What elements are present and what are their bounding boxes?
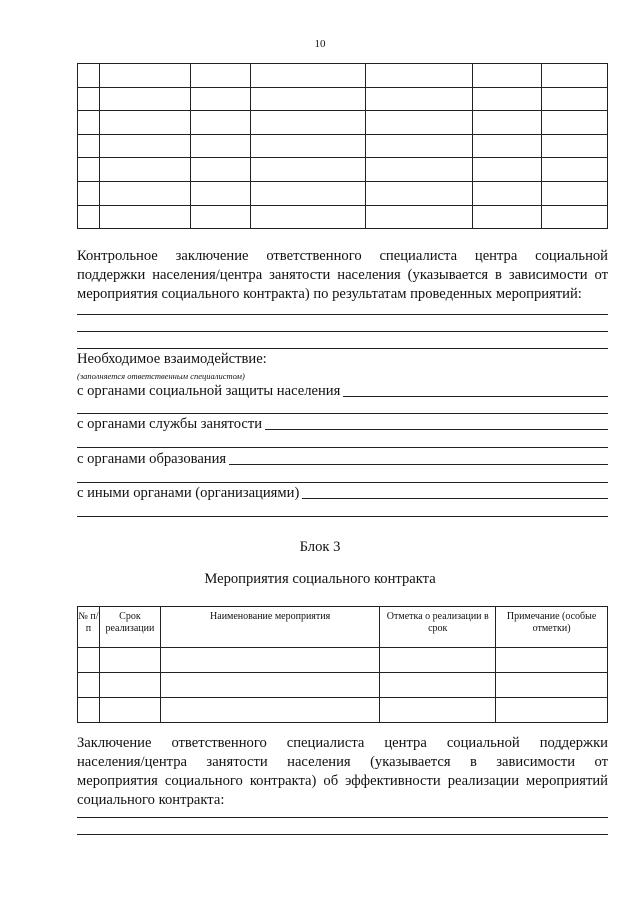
social-protection-extra-line[interactable] <box>77 413 608 414</box>
table-cell[interactable] <box>78 205 100 229</box>
employment-extra-line[interactable] <box>77 447 608 448</box>
table-cell[interactable] <box>542 64 608 88</box>
header-completion-mark: Отметка о реализации в срок <box>380 607 496 648</box>
activities-cell[interactable] <box>380 673 496 698</box>
activities-cell[interactable] <box>99 673 160 698</box>
table-cell[interactable] <box>190 87 250 111</box>
activities-row <box>78 673 608 698</box>
table-cell[interactable] <box>78 158 100 182</box>
conclusion-blank-line-3[interactable] <box>77 348 608 349</box>
table-row <box>78 134 608 158</box>
education-row <box>77 450 608 469</box>
final-blank-line-1[interactable] <box>77 817 608 818</box>
activities-table <box>77 606 608 723</box>
table-cell[interactable] <box>78 111 100 135</box>
table-cell[interactable] <box>99 134 190 158</box>
final-conclusion-line-3: мероприятия социального контракта) об эффективности реализации мероприятий <box>77 773 608 789</box>
table-cell[interactable] <box>542 181 608 205</box>
conclusion-line-3: мероприятия социального контракта) по результатам проведенных мероприятий: <box>77 286 582 302</box>
table-cell[interactable] <box>542 87 608 111</box>
activities-cell[interactable] <box>496 673 608 698</box>
table-cell[interactable] <box>366 64 473 88</box>
header-deadline: Срок реализации <box>99 607 160 648</box>
activities-cell[interactable] <box>78 698 100 723</box>
activities-cell[interactable] <box>160 698 379 723</box>
page-number: 10 <box>314 38 326 50</box>
education-extra-line[interactable] <box>77 482 608 483</box>
table-cell[interactable] <box>78 134 100 158</box>
table-cell[interactable] <box>190 134 250 158</box>
activities-row <box>78 648 608 673</box>
table-cell[interactable] <box>473 205 542 229</box>
table-cell[interactable] <box>190 205 250 229</box>
table-cell[interactable] <box>190 111 250 135</box>
social-protection-field[interactable] <box>343 396 608 397</box>
other-organs-row <box>77 484 608 503</box>
continuation-table <box>77 63 608 229</box>
control-conclusion-paragraph <box>77 247 608 304</box>
header-number: № п/п <box>78 607 100 648</box>
table-row <box>78 111 608 135</box>
table-cell[interactable] <box>473 158 542 182</box>
activities-header-row <box>78 607 608 648</box>
table-cell[interactable] <box>250 64 366 88</box>
table-cell[interactable] <box>250 111 366 135</box>
interaction-note: (заполняется ответственным специалистом) <box>77 371 245 381</box>
table-cell[interactable] <box>473 64 542 88</box>
table-cell[interactable] <box>542 134 608 158</box>
conclusion-blank-line-1[interactable] <box>77 314 608 315</box>
conclusion-line-2: поддержки населения/центра занятости населения (указывается в зависимости от <box>77 267 608 283</box>
social-protection-row <box>77 382 608 401</box>
education-field[interactable] <box>229 464 608 465</box>
table-cell[interactable] <box>78 87 100 111</box>
activities-cell[interactable] <box>160 673 379 698</box>
activities-row <box>78 698 608 723</box>
table-cell[interactable] <box>78 64 100 88</box>
table-cell[interactable] <box>366 87 473 111</box>
table-cell[interactable] <box>366 134 473 158</box>
table-cell[interactable] <box>99 111 190 135</box>
table-cell[interactable] <box>366 205 473 229</box>
final-conclusion-line-2: населения/центра занятости населения (указывается в зависимости от <box>77 754 608 770</box>
table-cell[interactable] <box>366 111 473 135</box>
table-row <box>78 181 608 205</box>
activities-cell[interactable] <box>78 648 100 673</box>
table-cell[interactable] <box>190 158 250 182</box>
table-cell[interactable] <box>250 181 366 205</box>
table-cell[interactable] <box>190 181 250 205</box>
conclusion-line-1: Контрольное заключение ответственного специалиста центра социальной <box>77 248 608 264</box>
table-cell[interactable] <box>473 181 542 205</box>
activities-cell[interactable] <box>99 698 160 723</box>
table-cell[interactable] <box>473 111 542 135</box>
employment-label: с органами службы занятости <box>77 416 263 432</box>
header-activity-name: Наименование мероприятия <box>160 607 379 648</box>
final-blank-line-2[interactable] <box>77 834 608 835</box>
activities-cell[interactable] <box>380 648 496 673</box>
table-cell[interactable] <box>542 158 608 182</box>
table-cell[interactable] <box>473 87 542 111</box>
table-cell[interactable] <box>99 64 190 88</box>
table-cell[interactable] <box>542 111 608 135</box>
other-organs-label: с иными органами (организациями) <box>77 485 300 501</box>
table-row <box>78 158 608 182</box>
final-conclusion-paragraph <box>77 734 608 810</box>
activities-cell[interactable] <box>78 673 100 698</box>
table-row <box>78 64 608 88</box>
table-cell[interactable] <box>366 158 473 182</box>
header-notes: Примечание (особые отметки) <box>496 607 608 648</box>
table-cell[interactable] <box>99 181 190 205</box>
employment-row <box>77 415 608 434</box>
final-conclusion-line-1: Заключение ответственного специалиста центра социальной поддержки <box>77 735 608 751</box>
table-cell[interactable] <box>78 181 100 205</box>
activities-cell[interactable] <box>99 648 160 673</box>
table-cell[interactable] <box>250 134 366 158</box>
education-label: с органами образования <box>77 451 227 467</box>
conclusion-blank-line-2[interactable] <box>77 331 608 332</box>
interaction-heading: Необходимое взаимодействие: <box>77 351 267 367</box>
table-cell[interactable] <box>250 205 366 229</box>
table-cell[interactable] <box>542 205 608 229</box>
final-conclusion-line-4: социального контракта: <box>77 792 225 808</box>
table-cell[interactable] <box>473 134 542 158</box>
other-organs-field[interactable] <box>302 498 608 499</box>
block-title: Блок 3 <box>299 539 341 555</box>
activities-cell[interactable] <box>496 648 608 673</box>
social-protection-label: с органами социальной защиты населения <box>77 383 341 399</box>
activities-cell[interactable] <box>380 698 496 723</box>
table-row <box>78 205 608 229</box>
table-cell[interactable] <box>250 87 366 111</box>
activities-cell[interactable] <box>160 648 379 673</box>
employment-field[interactable] <box>265 429 608 430</box>
table-cell[interactable] <box>366 181 473 205</box>
activities-title: Мероприятия социального контракта <box>204 571 436 587</box>
table-cell[interactable] <box>190 64 250 88</box>
table-cell[interactable] <box>250 158 366 182</box>
table-cell[interactable] <box>99 205 190 229</box>
table-cell[interactable] <box>99 158 190 182</box>
table-row <box>78 87 608 111</box>
other-organs-extra-line[interactable] <box>77 516 608 517</box>
activities-cell[interactable] <box>496 698 608 723</box>
table-cell[interactable] <box>99 87 190 111</box>
